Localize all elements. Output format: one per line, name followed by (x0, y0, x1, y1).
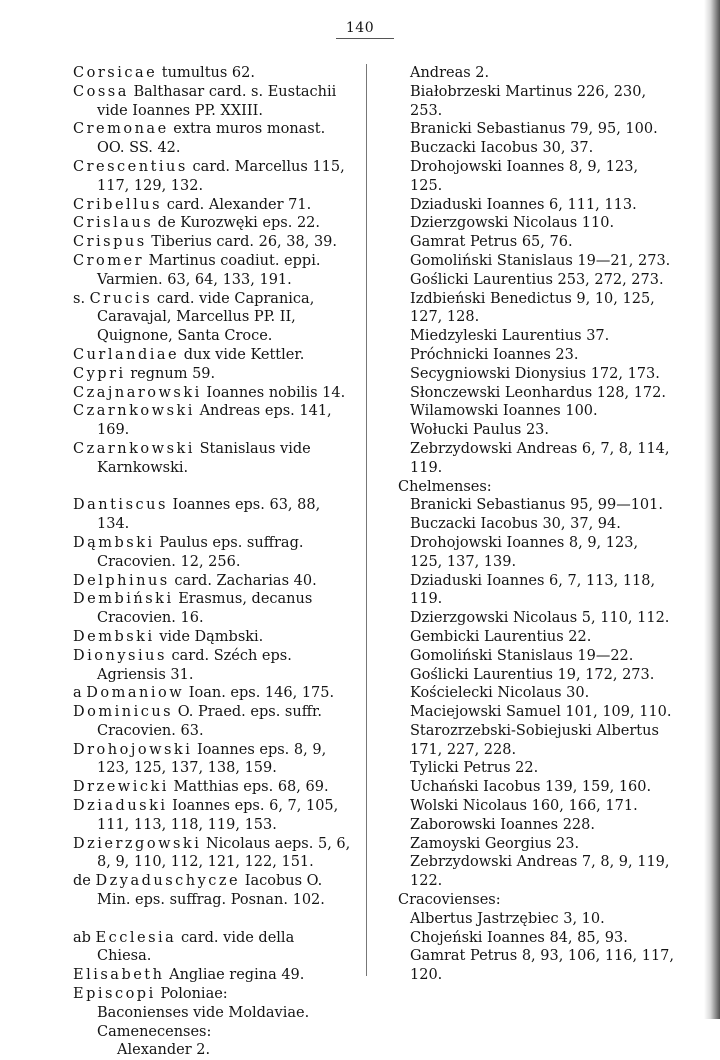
index-entry (73, 1004, 353, 1023)
index-entry (73, 120, 353, 158)
index-reference: Andreas eps. 141, 169. (97, 403, 332, 439)
index-headword: Crescentius (73, 158, 188, 175)
index-entry: Gembicki Laurentius 22. (410, 628, 592, 645)
index-reference: Martinus coadiut. eppi. Varmien. 63, 64, 133, 191. (97, 252, 321, 288)
index-entry: Buczacki Iacobus 30, 37, 94. (410, 516, 621, 533)
index-headword: Dominicus (73, 704, 174, 721)
index-headword: Czarnkowski (73, 440, 195, 457)
index-headword: Domaniow (86, 685, 185, 702)
index-entry (73, 966, 353, 985)
index-headword: Cromer (73, 252, 145, 269)
entry-gap (73, 478, 353, 497)
index-reference: vide Dąmbski. (159, 628, 264, 645)
index-entry: Starozrzebski-Sobiejuski Albertus 171, 227, 228. (410, 722, 659, 758)
index-headword: Cossa (73, 83, 129, 100)
index-entry (73, 346, 353, 365)
index-entry: Zebrzydowski Andreas 6, 7, 8, 114, 119. (410, 440, 670, 476)
index-entry: Gomoliński Stanislaus 19—21, 273. (410, 252, 671, 269)
index-entry (73, 1023, 353, 1042)
index-reference: card. Széch eps. Agriensis 31. (97, 647, 292, 683)
index-entry (73, 572, 353, 591)
index-entry (73, 496, 353, 534)
index-entry (73, 835, 353, 873)
index-subheading: Cracovienses: (398, 892, 501, 909)
index-entry: Goślicki Laurentius 19, 172, 273. (410, 666, 655, 683)
index-entry: Chojeński Ioannes 84, 85, 93. (410, 929, 628, 946)
index-entry: Branicki Sebastianus 95, 99—101. (410, 497, 663, 514)
index-entry: Białobrzeski Martinus 226, 230, 253. (410, 83, 647, 119)
index-entry (73, 741, 353, 779)
page-edge-shadow (704, 0, 720, 1019)
index-entry: Drohojowski Ioannes 8, 9, 123, 125. (410, 158, 639, 194)
index-entry: Wilamowski Ioannes 100. (410, 403, 598, 420)
index-subheading: Chelmenses: (398, 478, 492, 495)
index-entry: Dziaduski Ioannes 6, 7, 113, 118, 119. (410, 572, 656, 608)
index-entry: Próchnicki Ioannes 23. (410, 346, 579, 363)
index-entry: Dzierzgowski Nicolaus 110. (410, 215, 615, 232)
index-headword: Cremonae (73, 121, 169, 138)
index-entry (73, 440, 353, 478)
index-entry: ab Ecclesia card. vide della Chiesa. (73, 929, 295, 965)
index-reference: Alexander 2. (117, 1042, 211, 1059)
index-column-left (73, 64, 353, 1060)
index-reference: Ioan. eps. 146, 175. (188, 685, 335, 702)
index-reference: Nicolaus aeps. 5, 6, 8, 9, 110, 112, 121, 122, 151. (97, 835, 351, 871)
index-headword: Dembski (73, 628, 155, 645)
index-entry: Tylicki Petrus 22. (410, 760, 539, 777)
index-entry (73, 233, 353, 252)
index-entry (73, 590, 353, 628)
index-headword: Dziaduski (73, 798, 168, 815)
index-reference: Ioannes eps. 8, 9, 123, 125, 137, 138, 159. (97, 741, 327, 777)
index-headword: Dzierzgowski (73, 835, 202, 852)
index-reference: de Kurozwęki eps. 22. (157, 215, 321, 232)
index-reference: card. Marcellus 115, 117, 129, 132. (97, 158, 345, 194)
index-entry (73, 703, 353, 741)
index-entry: s. Crucis card. vide Capranica, Caravajal, Marcellus PP. II, Quignone, Santa Croce. (73, 290, 315, 345)
index-reference: Tiberius card. 26, 38, 39. (151, 234, 338, 251)
index-reference: Balthasar card. s. Eustachii vide Ioannes PP. XXIII. (97, 83, 337, 119)
index-reference: Angliae regina 49. (169, 967, 305, 984)
index-headword: Curlandiae (73, 346, 180, 363)
index-headword: Drohojowski (73, 741, 193, 758)
index-reference: Iacobus O. Min. eps. suffrag. Posnan. 102. (97, 873, 325, 909)
index-entry: Zebrzydowski Andreas 7, 8, 9, 119, 122. (410, 854, 670, 890)
index-headword: Czajnarowski (73, 384, 202, 401)
index-entry (73, 365, 353, 384)
index-headword: Episcopi (73, 986, 156, 1003)
index-reference: regnum 59. (130, 365, 216, 382)
entry-gap (73, 910, 353, 929)
index-headword: Dąmbski (73, 534, 155, 551)
index-reference: O. Praed. eps. suffr. Cracovien. 63. (97, 704, 322, 739)
page-number: 140 (345, 20, 375, 36)
index-reference: card. vide Capranica, Caravajal, Marcellus PP. II, Quignone, Santa Croce. (97, 290, 315, 345)
index-headword: Elisabeth (73, 967, 165, 984)
index-reference: Erasmus, decanus Cracovien. 16. (97, 591, 313, 627)
index-entry (73, 628, 353, 647)
index-entry (73, 158, 353, 196)
index-headword: Dembiński (73, 591, 174, 608)
index-entry (73, 534, 353, 572)
index-column-right (398, 64, 674, 985)
index-headword: Dzyaduschycze (95, 873, 241, 890)
index-entry: Drohojowski Ioannes 8, 9, 123, 125, 137, 139. (410, 534, 639, 570)
index-headword: Delphinus (73, 572, 170, 589)
index-reference: Paulus eps. suffrag. Cracovien. 12, 256. (97, 534, 304, 570)
index-entry (73, 384, 353, 403)
index-entry: Buczacki Iacobus 30, 37. (410, 140, 594, 157)
index-entry: Zamoyski Georgius 23. (410, 835, 580, 852)
index-headword: Crislaus (73, 215, 154, 232)
index-reference: Ioannes nobilis 14. (206, 384, 346, 401)
index-headword: Drzewicki (73, 779, 169, 796)
index-entry (73, 196, 353, 215)
index-entry: Goślicki Laurentius 253, 272, 273. (410, 271, 664, 288)
index-entry (73, 64, 353, 83)
index-entry (73, 985, 353, 1004)
index-headword: Cribellus (73, 196, 163, 213)
index-entry (73, 1041, 353, 1060)
index-entry (73, 83, 353, 121)
index-entry (73, 647, 353, 685)
index-entry: Dziaduski Ioannes 6, 111, 113. (410, 196, 637, 213)
index-entry: Izdbieński Benedictus 9, 10, 125, 127, 128. (410, 290, 655, 326)
index-reference: card. Alexander 71. (166, 196, 312, 213)
index-reference: card. vide della Chiesa. (97, 929, 295, 965)
index-reference: Camenecenses: (97, 1023, 212, 1040)
index-reference: Matthias eps. 68, 69. (173, 779, 329, 796)
header-rule (336, 38, 394, 39)
index-entry: Uchański Iacobus 139, 159, 160. (410, 779, 652, 796)
index-entry: Maciejowski Samuel 101, 109, 110. (410, 704, 672, 721)
index-reference: extra muros monast. OO. SS. 42. (97, 121, 326, 157)
index-headword: Czarnkowski (73, 403, 195, 420)
index-entry: Albertus Jastrzębiec 3, 10. (410, 910, 605, 927)
index-entry: a Domaniow Ioan. eps. 146, 175. (73, 685, 335, 702)
index-entry: Andreas 2. (410, 65, 490, 81)
index-entry: Wolski Nicolaus 160, 166, 171. (410, 798, 638, 815)
index-reference: Ioannes eps. 63, 88, 134. (97, 497, 321, 533)
index-entry: Zaborowski Ioannes 228. (410, 816, 595, 833)
index-entry (73, 778, 353, 797)
index-entry: Słonczewski Leonhardus 128, 172. (410, 384, 666, 401)
index-reference: Baconienses vide Moldaviae. (97, 1004, 310, 1021)
index-entry: Dzierzgowski Nicolaus 5, 110, 112. (410, 610, 670, 627)
index-entry (73, 797, 353, 835)
index-entry: Miedzyleski Laurentius 37. (410, 328, 610, 345)
index-entry: Gamrat Petrus 8, 93, 106, 116, 117, 120. (410, 948, 675, 984)
index-reference: card. Zacharias 40. (174, 572, 317, 589)
index-entry (73, 214, 353, 233)
index-headword: Ecclesia (95, 929, 177, 946)
index-reference: Ioannes eps. 6, 7, 105, 111, 113, 118, 119, 153. (97, 798, 339, 833)
index-reference: dux vide Kettler. (183, 346, 305, 363)
index-headword: Dantiscus (73, 497, 168, 514)
index-entry: Branicki Sebastianus 79, 95, 100. (410, 121, 658, 138)
index-entry: Secygniowski Dionysius 172, 173. (410, 365, 660, 382)
index-entry (73, 402, 353, 440)
index-reference: Stanislaus vide Karnkowski. (97, 440, 311, 476)
index-headword: Dionysius (73, 647, 167, 664)
index-reference: tumultus 62. (161, 65, 255, 81)
index-entry (73, 252, 353, 290)
index-headword: Cypri (73, 365, 126, 382)
index-entry: Gomoliński Stanislaus 19—22. (410, 647, 634, 664)
index-reference: Poloniae: (160, 986, 228, 1003)
index-entry: Wołucki Paulus 23. (410, 422, 550, 439)
index-entry: Kościelecki Nicolaus 30. (410, 685, 590, 702)
column-divider (366, 64, 367, 976)
index-headword: Corsicae (73, 65, 158, 81)
index-entry: Gamrat Petrus 65, 76. (410, 234, 573, 251)
index-entry: de Dzyaduschycze Iacobus O. Min. eps. suffrag. Posnan. 102. (73, 873, 325, 909)
index-headword: Crucis (89, 290, 153, 307)
index-headword: Crispus (73, 234, 147, 251)
